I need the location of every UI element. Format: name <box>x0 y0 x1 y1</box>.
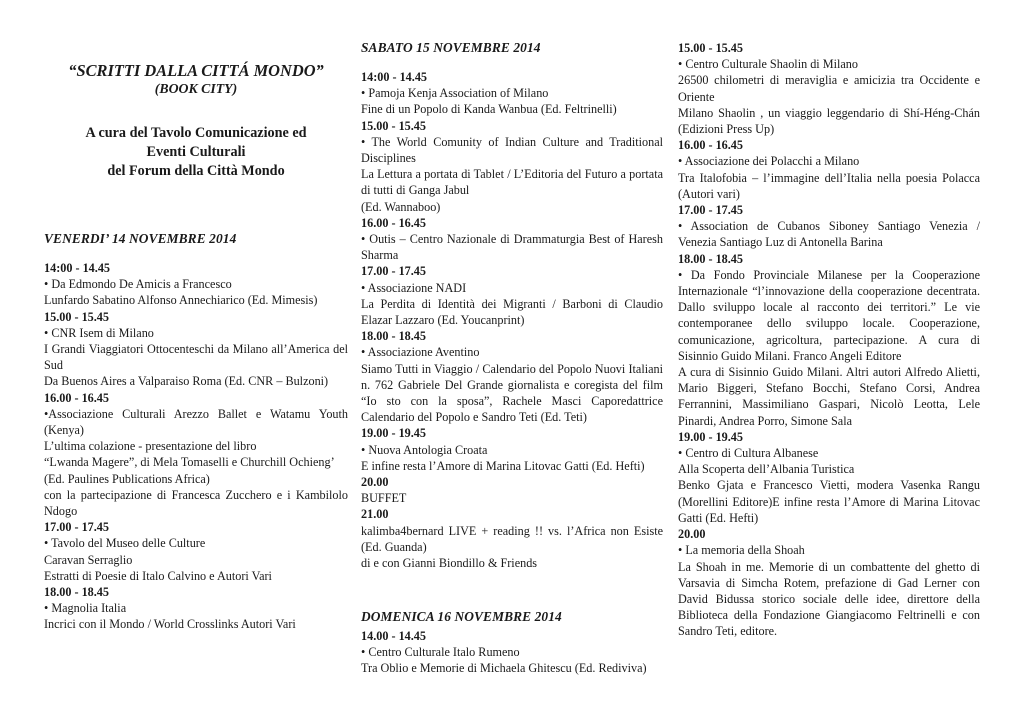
day-friday-schedule <box>44 260 348 633</box>
schedule-line: Estratti di Poesie di Italo Calvino e Autori Vari <box>44 568 272 583</box>
schedule-line: • The World Comunity of Indian Culture and Traditional Disciplines <box>361 134 663 166</box>
time-slot: 20.00 <box>678 527 706 542</box>
schedule-line: • Da Fondo Provinciale Milanese per la Cooperazione Internazionale “l’innovazione della cooperazione decentrata. Dallo sviluppo locale al racconto dei territori.” Le vie contemporanee dello sviluppo locale. Cooperazione, comunicazione, agricoltura, partecipazione. A cura di Sisinnio Guido Milani. Franco Angeli Editore <box>678 267 980 363</box>
schedule-line: Benko Gjata e Francesco Vietti, modera Vasenka Rangu (Morellini Editore)E infine resta l’Amore di Marina Litovac Gatti (Ed. Hefti) <box>678 478 980 525</box>
day-sunday-heading <box>361 609 663 625</box>
schedule-line: A cura di Sisinnio Guido Milani. Altri autori Alfredo Alietti, Mario Biggeri, Stefano Bocchi, Stefano Corsi, Andrea Ferrannini, Massimiliano Gaspari, Nicolò Leotta, Lele Pinardi, Andrea Porro, Simone Sala <box>678 365 980 428</box>
organizer-credit <box>44 124 348 182</box>
time-slot: 17.00 - 17.45 <box>44 520 109 535</box>
schedule-line: • Associazione Aventino <box>361 345 480 360</box>
time-slot: 19.00 - 19.45 <box>361 426 426 441</box>
schedule-line: Tra Italofobia – l’immagine dell’Italia nella poesia Polacca (Autori vari) <box>678 170 980 201</box>
schedule-line: • Associazione NADI <box>361 280 467 295</box>
day-heading: DOMENICA 16 NOVEMBRE 2014 <box>361 609 562 624</box>
schedule-line: • Centro Culturale Shaolin di Milano <box>678 57 858 72</box>
time-slot: 15.00 - 15.45 <box>361 118 426 133</box>
schedule-line: di e con Gianni Biondillo & Friends <box>361 556 538 571</box>
schedule-line: Tra Oblio e Memorie di Michaela Ghitescu (Ed. Rediviva) <box>361 661 647 676</box>
schedule-line: Lunfardo Sabatino Alfonso Annechiarico (Ed. Mimesis) <box>44 293 318 308</box>
schedule-line: • CNR Isem di Milano <box>44 325 154 340</box>
schedule-line: BUFFET <box>361 491 407 506</box>
schedule-line: Caravan Serraglio <box>44 552 133 567</box>
organizer-line: A cura del Tavolo Comunicazione ed <box>85 125 307 141</box>
day-saturday-schedule <box>361 69 663 571</box>
schedule-line: • Centro di Cultura Albanese <box>678 446 819 461</box>
schedule-line: Incrici con il Mondo / World Crosslinks Autori Vari <box>44 617 296 632</box>
time-slot: 19.00 - 19.45 <box>678 429 743 444</box>
schedule-line: “Lwanda Magere”, di Mela Tomaselli e Churchill Ochieng’ <box>44 455 335 470</box>
schedule-line: La Perdita di Identità dei Migranti / Barboni di Claudio Elazar Lazzaro (Ed. Youcanprint) <box>361 296 663 328</box>
day-friday-heading <box>44 231 348 247</box>
schedule-line: • Tavolo del Museo delle Culture <box>44 536 206 551</box>
day-heading: VENERDI’ 14 NOVEMBRE 2014 <box>44 231 237 246</box>
schedule-line: •Associazione Culturali Arezzo Ballet e Watamu Youth (Kenya) <box>44 406 348 438</box>
time-slot: 16.00 - 16.45 <box>678 138 743 153</box>
schedule-line: con la partecipazione di Francesca Zucchero e i Kambilolo Ndogo <box>44 487 348 519</box>
schedule-line: I Grandi Viaggiatori Ottocenteschi da Milano all’America del Sud <box>44 342 348 373</box>
schedule-line: • Associazione dei Polacchi a Milano <box>678 154 860 169</box>
schedule-line: Milano Shaolin , un viaggio leggendario di Shí-Héng-Chán (Edizioni Press Up) <box>678 105 980 137</box>
day-heading: SABATO 15 NOVEMBRE 2014 <box>361 40 541 55</box>
time-slot: 18.00 - 18.45 <box>678 251 743 266</box>
schedule-line: kalimba4bernard LIVE + reading !! vs. l’Africa non Esiste (Ed. Guanda) <box>361 523 663 554</box>
time-slot: 21.00 <box>361 507 389 522</box>
time-slot: 14:00 - 14.45 <box>44 261 111 275</box>
schedule-line: La Shoah in me. Memorie di un combattente del ghetto di Varsavia di Simcha Rotem, prefazione di Gad Lerner con David Bidussa storico sociale delle idee, direttore della Biblioteca della Fondazione Giangiacomo Feltrinelli e con Sandro Teti, editore. <box>678 559 980 639</box>
schedule-line: L’ultima colazione - presentazione del libro <box>44 439 257 454</box>
schedule-line: • Outis – Centro Nazionale di Drammaturgia Best of Haresh Sharma <box>361 232 663 263</box>
schedule-line: • Association de Cubanos Siboney Santiago Venezia / Venezia Santiago Luz di Antonella Barina <box>678 219 980 250</box>
schedule-line: • Magnolia Italia <box>44 601 127 616</box>
schedule-line: 26500 chilometri di meraviglia e amicizia tra Occidente e Oriente <box>678 73 980 104</box>
time-slot: 18.00 - 18.45 <box>361 329 426 344</box>
day-saturday-heading <box>361 40 663 56</box>
time-slot: 18.00 - 18.45 <box>44 585 109 600</box>
day-sunday-schedule-continued <box>678 40 980 640</box>
event-title: “SCRITTI DALLA CITTÁ MONDO” <box>68 61 324 80</box>
time-slot: 16.00 - 16.45 <box>44 390 109 405</box>
schedule-line: • Pamoja Kenja Association of Milano <box>361 86 549 101</box>
time-slot: 17.00 - 17.45 <box>678 203 743 218</box>
schedule-line: Alla Scoperta dell’Albania Turistica <box>678 462 855 477</box>
day-sunday-schedule <box>361 628 663 677</box>
time-slot: 17.00 - 17.45 <box>361 264 426 279</box>
organizer-line: Eventi Culturali <box>146 144 246 161</box>
schedule-line: Fine di un Popolo di Kanda Wanbua (Ed. Feltrinelli) <box>361 102 617 117</box>
time-slot: 15.00 - 15.45 <box>44 309 109 324</box>
schedule-line: Siamo Tutti in Viaggio / Calendario del Popolo Nuovi Italiani n. 762 Gabriele Del Grande giornalista e coregista del film “Io sto con la sposa”, Rachele Masci Caporedattrice Calendario del Popolo e Sandro Teti (Ed. Teti) <box>361 361 663 425</box>
time-slot: 15.00 - 15.45 <box>678 41 743 55</box>
schedule-line: • Nuova Antologia Croata <box>361 442 488 457</box>
schedule-line: (Ed. Paulines Publications Africa) <box>44 471 210 486</box>
time-slot: 20.00 <box>361 475 389 490</box>
time-slot: 14:00 - 14.45 <box>361 70 428 84</box>
schedule-line: (Ed. Wannaboo) <box>361 199 441 214</box>
time-slot: 14.00 - 14.45 <box>361 629 426 643</box>
schedule-line: Da Buenos Aires a Valparaiso Roma (Ed. CNR – Bulzoni) <box>44 374 329 389</box>
schedule-line: • Da Edmondo De Amicis a Francesco <box>44 277 232 292</box>
time-slot: 16.00 - 16.45 <box>361 215 426 230</box>
schedule-line: E infine resta l’Amore di Marina Litovac Gatti (Ed. Hefti) <box>361 458 645 473</box>
schedule-line: • Centro Culturale Italo Rumeno <box>361 645 520 660</box>
schedule-line: La Lettura a portata di Tablet / L’Editoria del Futuro a portata di tutti di Ganga Jabul <box>361 167 663 198</box>
event-subtitle: (BOOK CITY) <box>154 81 238 96</box>
organizer-line: del Forum della Città Mondo <box>107 163 285 180</box>
schedule-line: • La memoria della Shoah <box>678 543 805 558</box>
